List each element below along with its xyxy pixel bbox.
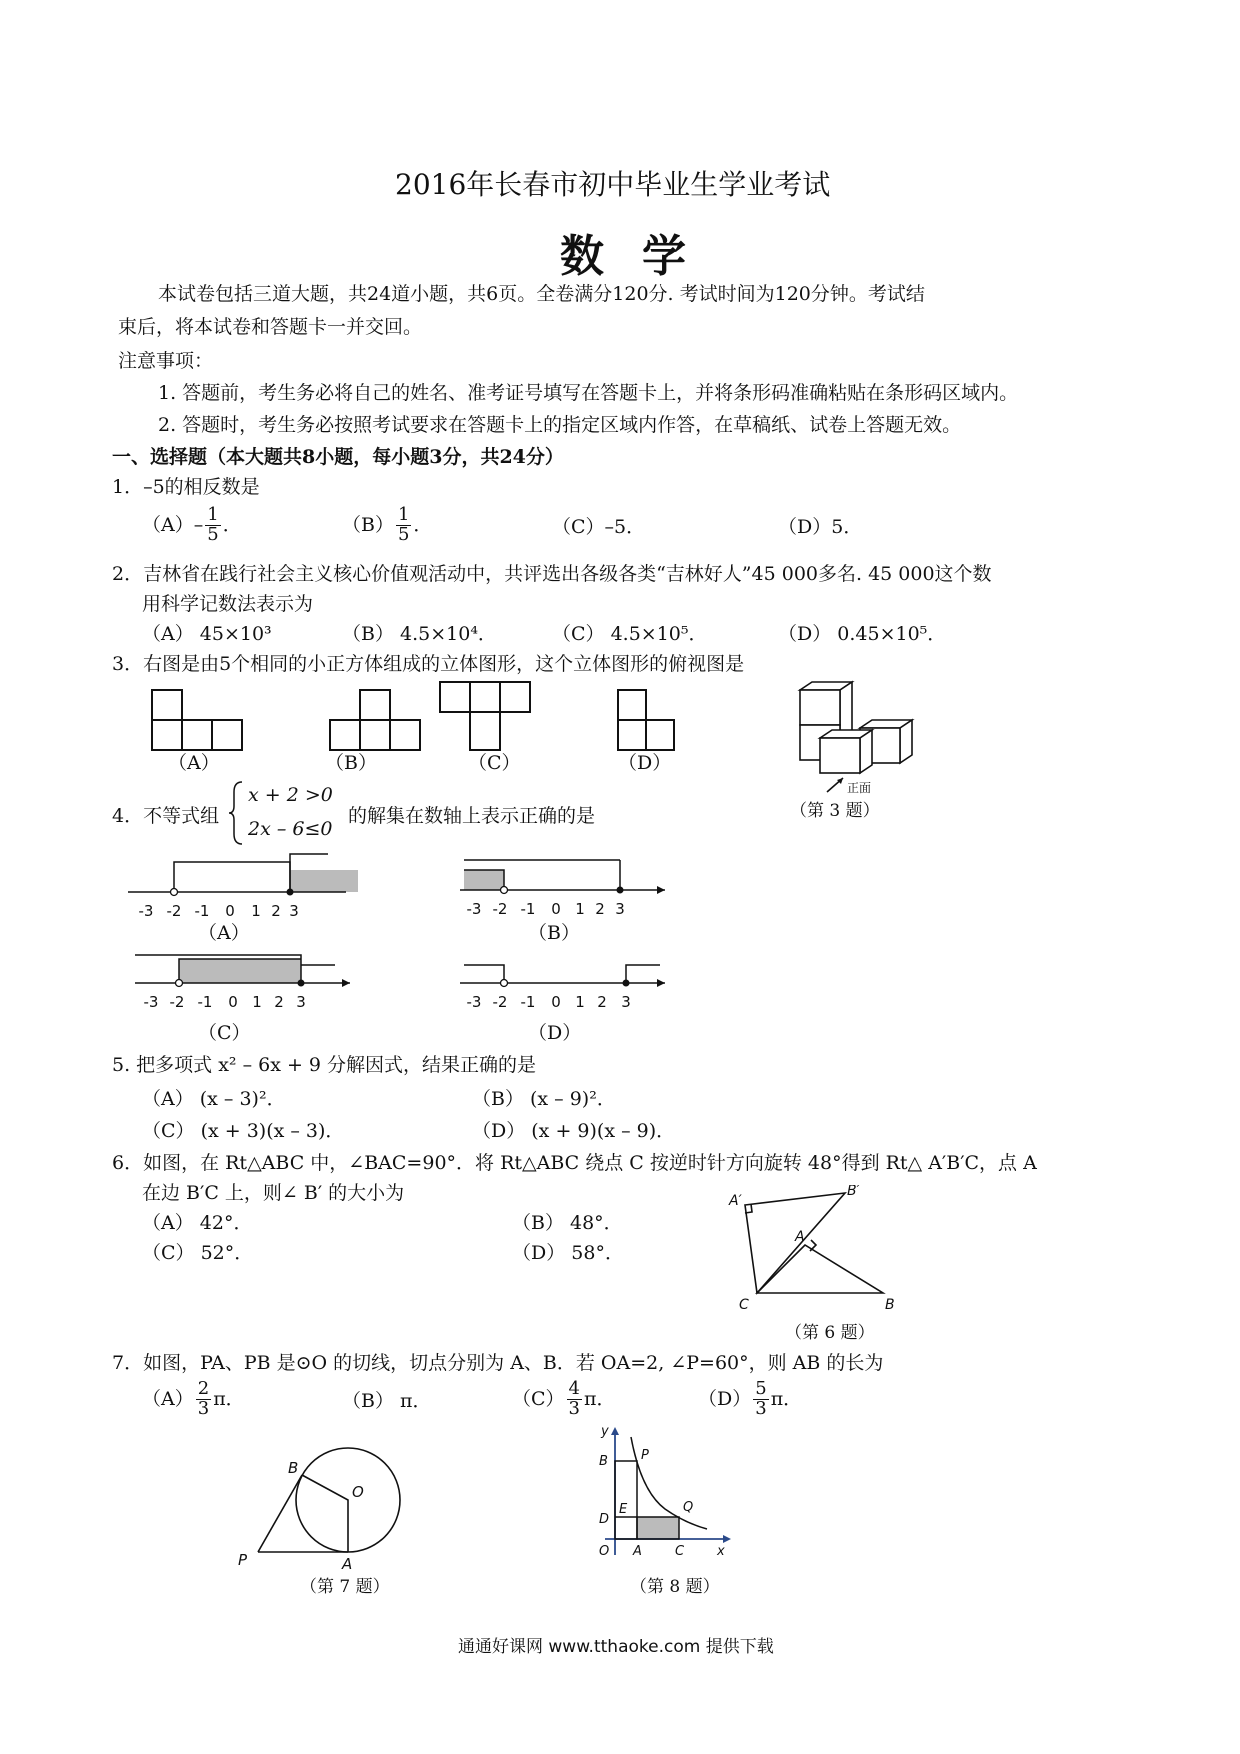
q7-caption: （第 7 题） xyxy=(300,1577,390,1597)
tick: -1 xyxy=(194,902,210,920)
q1-option-b: （B） $\frac{1}{5}$ ． xyxy=(342,504,433,545)
q6-line-1: 6．如图，在 Rt△ABC 中，∠BAC=90°．将 Rt△ABC 绕点 C 按逆时针方向旋转 48°得到 Rt△ A′B′C，点 A xyxy=(112,1152,1037,1174)
q4-inequality-2: 2x – 6≤0 xyxy=(248,818,333,840)
tick: -2 xyxy=(492,900,508,918)
q3-label-b: （B） xyxy=(325,752,377,774)
exam-title: 2016年长春市初中毕业生学业考试 xyxy=(395,168,831,201)
point-a: A xyxy=(795,1229,805,1245)
q6-option-a: （A） 42°． xyxy=(142,1212,253,1234)
q2-option-c: （C） 4.5×10⁵． xyxy=(552,623,708,645)
tick: 3 xyxy=(296,993,306,1011)
q5-option-b: （B） (x – 9)²． xyxy=(472,1088,616,1110)
q7-option-b: （B） π． xyxy=(342,1390,432,1412)
tick: -3 xyxy=(466,900,482,918)
tick: -1 xyxy=(197,993,213,1011)
q7-circle-figure xyxy=(230,1435,410,1570)
q2-line-2: 用科学记数法表示为 xyxy=(142,593,314,615)
q4-stem-post: 的解集在数轴上表示正确的是 xyxy=(348,805,596,827)
point-b: B xyxy=(885,1297,895,1313)
q6-option-c: （C） 52°． xyxy=(142,1242,254,1264)
tick: -3 xyxy=(138,902,154,920)
q7-option-d: （D） $\frac{5}{3}$ π． xyxy=(698,1378,803,1419)
point-q: Q xyxy=(683,1500,694,1515)
tick: 3 xyxy=(621,993,631,1011)
q3-label-c: （C） xyxy=(468,752,521,774)
point-e: E xyxy=(619,1502,628,1517)
q5-option-d: （D） (x + 9)(x – 9)． xyxy=(472,1120,676,1142)
q8-caption: （第 8 题） xyxy=(630,1577,720,1597)
point-o: O xyxy=(599,1544,610,1559)
q4-stem-pre: 4．不等式组 xyxy=(112,805,220,827)
q2-option-b: （B） 4.5×10⁴． xyxy=(342,623,497,645)
q4-label-b: （B） xyxy=(528,922,580,944)
tick: 0 xyxy=(551,900,561,918)
subject-title: 数学 xyxy=(560,231,724,282)
point-o: O xyxy=(352,1483,364,1501)
notice-2: 2. 答题时，考生务必按照考试要求在答题卡上的指定区域内作答，在草稿纸、试卷上答题无效。 xyxy=(158,414,962,436)
tick: -3 xyxy=(143,993,159,1011)
q4-inequality-1: x + 2 >0 xyxy=(248,784,333,806)
tick: 0 xyxy=(225,902,235,920)
tick: 2 xyxy=(271,902,281,920)
tick: 2 xyxy=(595,900,605,918)
point-c: C xyxy=(675,1544,685,1559)
tick: 0 xyxy=(551,993,561,1011)
tick: 3 xyxy=(615,900,625,918)
point-p: P xyxy=(641,1448,649,1463)
q4-brace xyxy=(228,778,246,848)
tick: 0 xyxy=(228,993,238,1011)
q6-option-d: （D） 58°． xyxy=(512,1242,624,1264)
q2-option-a: （A） 45×10³ xyxy=(142,623,272,645)
tick: 1 xyxy=(575,900,585,918)
q1-option-d: （D）5． xyxy=(778,516,863,538)
q6-caption: （第 6 题） xyxy=(785,1323,875,1343)
q4-label-a: （A） xyxy=(198,922,250,944)
q4-label-c: （C） xyxy=(198,1022,251,1044)
q2-option-d: （D） 0.45×10⁵． xyxy=(778,623,947,645)
q3-cube-figure xyxy=(785,680,935,800)
q4-numberline-a xyxy=(128,850,358,930)
point-a-prime: A′ xyxy=(729,1193,742,1209)
tick: 1 xyxy=(575,993,585,1011)
q5-option-c: （C） (x + 3)(x – 3)． xyxy=(142,1120,345,1142)
tick: 1 xyxy=(252,993,262,1011)
intro-line-2: 束后，将本试卷和答题卡一并交回。 xyxy=(118,316,423,338)
q5-option-a: （A） (x – 3)²． xyxy=(142,1088,286,1110)
front-label: 正面 xyxy=(847,781,872,795)
q4-numberline-b xyxy=(460,850,670,930)
section-title: 一、选择题（本大题共8小题，每小题3分，共24分） xyxy=(112,446,564,468)
point-a: A xyxy=(633,1544,642,1559)
notice-title: 注意事项： xyxy=(118,350,214,372)
tick: -2 xyxy=(169,993,185,1011)
tick: -1 xyxy=(520,900,536,918)
q4-numberline-d xyxy=(460,945,670,1020)
point-c: C xyxy=(739,1297,749,1313)
tick: -2 xyxy=(166,902,182,920)
q4-numberline-c xyxy=(135,945,355,1020)
q7-option-a: （A） $\frac{2}{3}$ π． xyxy=(142,1378,245,1419)
q7-stem: 7．如图，PA、PB 是⊙O 的切线，切点分别为 A、B．若 OA=2, ∠P=60°，则 AB 的长为 xyxy=(112,1352,884,1374)
q6-triangle-figure xyxy=(725,1185,910,1320)
point-b: B xyxy=(599,1454,608,1469)
q3-stem: 3．右图是由5个相同的小正方体组成的立体图形，这个立体图形的俯视图是 xyxy=(112,653,745,675)
point-b: B xyxy=(288,1459,299,1477)
tick: 2 xyxy=(274,993,284,1011)
point-d: D xyxy=(599,1512,610,1527)
q8-coordinate-figure xyxy=(595,1425,735,1575)
tick: 3 xyxy=(289,902,299,920)
q7-option-c: （C） $\frac{4}{3}$ π． xyxy=(512,1378,616,1419)
q1-option-c: （C）–5． xyxy=(552,516,646,538)
point-a: A xyxy=(342,1555,353,1570)
footer-source: 通通好课网 www.tthaoke.com 提供下载 xyxy=(458,1637,774,1657)
tick: -2 xyxy=(492,993,508,1011)
q6-line-2: 在边 B′C 上，则∠ B′ 的大小为 xyxy=(142,1182,405,1204)
notice-1: 1. 答题前，考生务必将自己的姓名、准考证号填写在答题卡上，并将条形码准确粘贴在条形码区域内。 xyxy=(158,382,1019,404)
q2-line-1: 2．吉林省在践行社会主义核心价值观活动中，共评选出各级各类“吉林好人”45 000多名. 45 000这个数 xyxy=(112,563,992,585)
tick: -3 xyxy=(466,993,482,1011)
axis-x: x xyxy=(717,1544,725,1559)
tick: 1 xyxy=(251,902,261,920)
q1-stem: 1．–5的相反数是 xyxy=(112,476,260,498)
tick: -1 xyxy=(520,993,536,1011)
point-b-prime: B′ xyxy=(847,1185,860,1199)
q6-option-b: （B） 48°． xyxy=(512,1212,623,1234)
q4-label-d: （D） xyxy=(528,1022,582,1044)
q5-stem: 5. 把多项式 x² – 6x + 9 分解因式，结果正确的是 xyxy=(112,1054,537,1076)
intro-line-1: 本试卷包括三道大题，共24道小题，共6页。全卷满分120分. 考试时间为120分钟。考试结 xyxy=(158,283,925,305)
q1-option-a: （A） – $\frac{1}{5}$ ． xyxy=(142,504,242,545)
point-p: P xyxy=(238,1551,248,1569)
tick: 2 xyxy=(597,993,607,1011)
q3-caption: （第 3 题） xyxy=(790,801,880,821)
q3-label-a: （A） xyxy=(168,752,220,774)
q3-label-d: （D） xyxy=(618,752,672,774)
axis-y: y xyxy=(601,1425,609,1439)
